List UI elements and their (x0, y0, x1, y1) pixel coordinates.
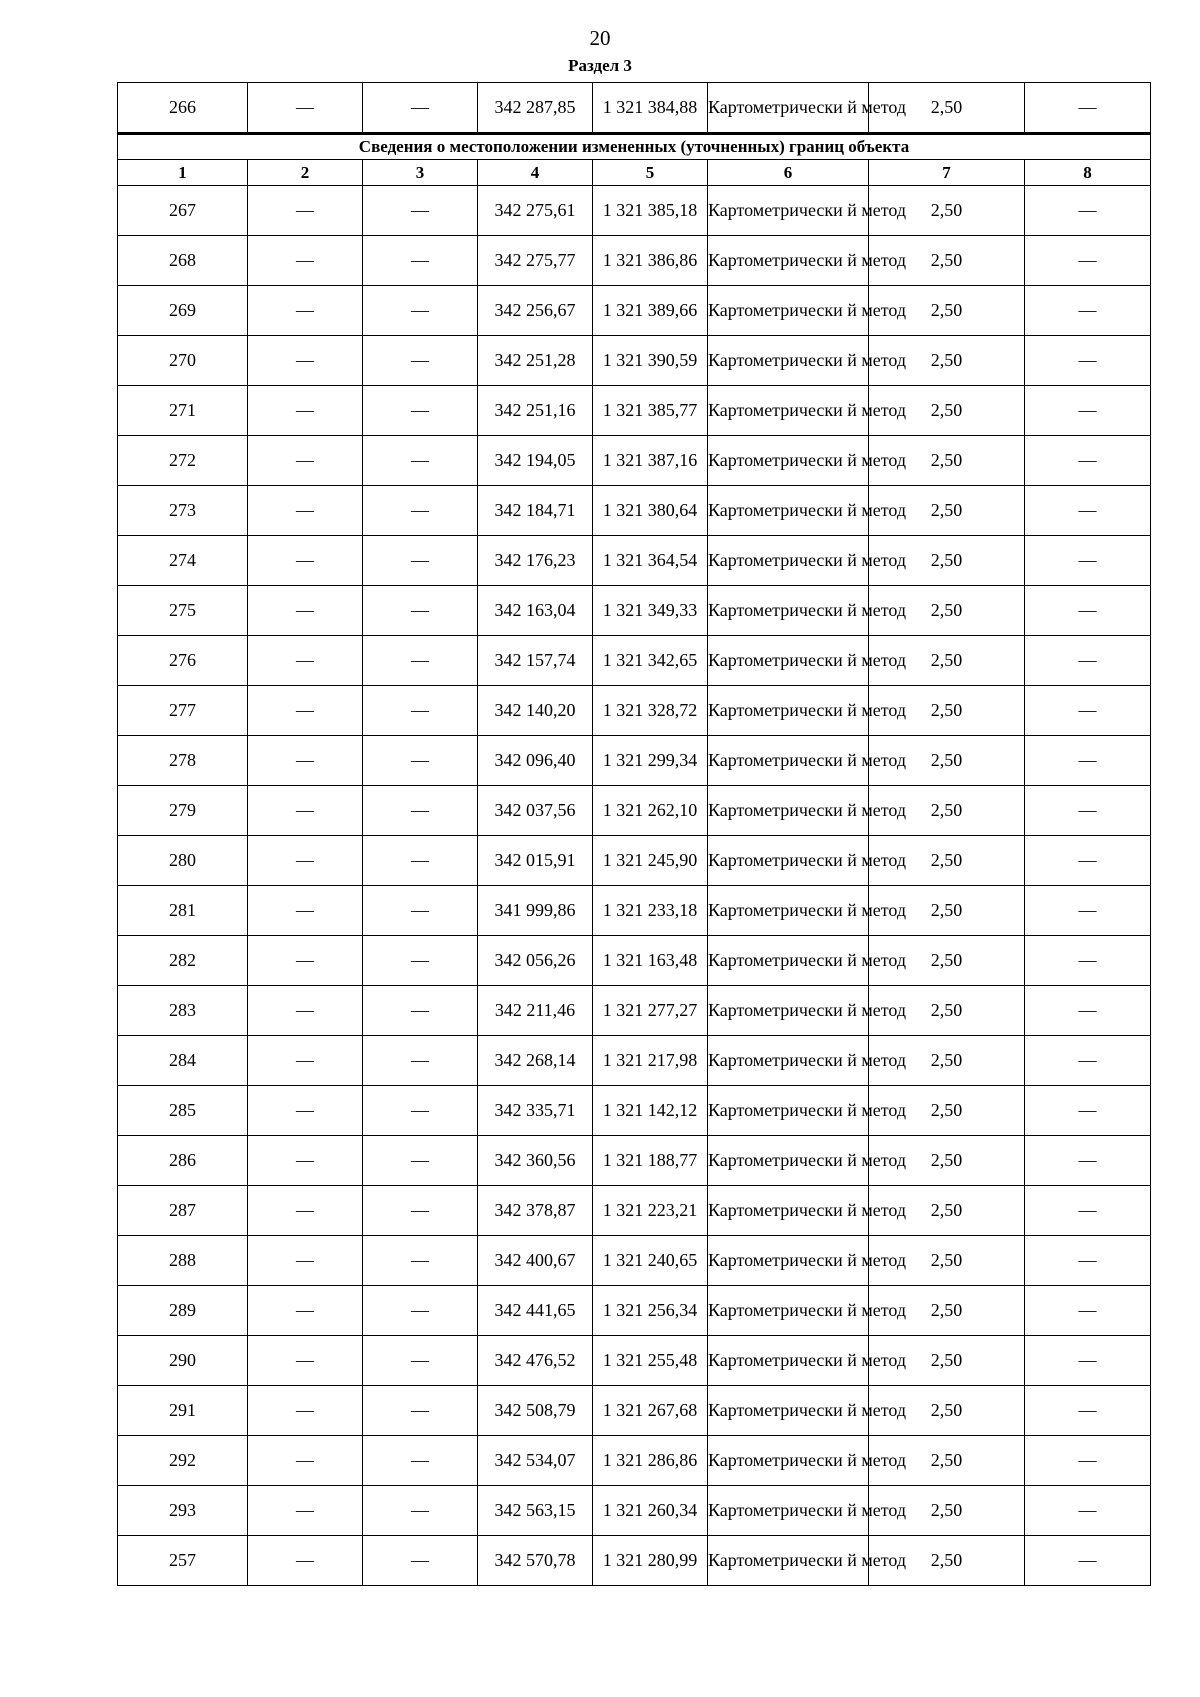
y-coordinate-cell: 1 321 163,48 (593, 936, 708, 986)
x-coordinate-cell: 342 157,74 (478, 636, 593, 686)
column-2-cell: — (248, 186, 363, 236)
accuracy-cell: 2,50 (869, 1086, 1025, 1136)
y-coordinate-cell: 1 321 223,21 (593, 1186, 708, 1236)
column-numbers-row (118, 160, 1151, 186)
column-2-cell: — (248, 536, 363, 586)
column-2-cell: — (248, 1236, 363, 1286)
method-cell: Картометрически й метод (708, 986, 869, 1036)
x-coordinate-cell: 342 056,26 (478, 936, 593, 986)
method-cell: Картометрически й метод (708, 386, 869, 436)
column-3-cell: — (363, 836, 478, 886)
method-cell: Картометрически й метод (708, 536, 869, 586)
accuracy-cell: 2,50 (869, 936, 1025, 986)
column-3-cell: — (363, 1536, 478, 1586)
x-coordinate-cell: 342 268,14 (478, 1036, 593, 1086)
table-row (118, 1486, 1151, 1536)
point-number-cell: 291 (118, 1386, 248, 1436)
method-cell: Картометрически й метод (708, 1236, 869, 1286)
y-coordinate-cell: 1 321 245,90 (593, 836, 708, 886)
x-coordinate-cell: 342 275,61 (478, 186, 593, 236)
x-coordinate-cell: 342 508,79 (478, 1386, 593, 1436)
method-cell: Картометрически й метод (708, 1186, 869, 1236)
method-cell: Картометрически й метод (708, 1386, 869, 1436)
accuracy-cell: 2,50 (869, 786, 1025, 836)
accuracy-cell: 2,50 (869, 336, 1025, 386)
method-cell: Картометрически й метод (708, 83, 869, 134)
y-coordinate-cell: 1 321 280,99 (593, 1536, 708, 1586)
column-2-cell: — (248, 1386, 363, 1436)
y-coordinate-cell: 1 321 286,86 (593, 1436, 708, 1486)
column-2-cell: — (248, 1036, 363, 1086)
column-3-cell: — (363, 786, 478, 836)
accuracy-cell: 2,50 (869, 1136, 1025, 1186)
table-row (118, 1436, 1151, 1486)
column-3-cell: — (363, 486, 478, 536)
table-heading: Сведения о местоположении измененных (уточненных) границ объекта (118, 134, 1151, 160)
method-cell: Картометрически й метод (708, 186, 869, 236)
table-row (118, 686, 1151, 736)
column-2-cell: — (248, 936, 363, 986)
x-coordinate-cell: 342 163,04 (478, 586, 593, 636)
x-coordinate-cell: 342 335,71 (478, 1086, 593, 1136)
column-2-cell: — (248, 1286, 363, 1336)
column-8-cell: — (1025, 1186, 1151, 1236)
y-coordinate-cell: 1 321 217,98 (593, 1036, 708, 1086)
method-cell: Картометрически й метод (708, 236, 869, 286)
point-number-cell: 273 (118, 486, 248, 536)
column-number: 6 (708, 160, 869, 186)
column-8-cell: — (1025, 1036, 1151, 1086)
y-coordinate-cell: 1 321 364,54 (593, 536, 708, 586)
table-row (118, 1036, 1151, 1086)
column-8-cell: — (1025, 486, 1151, 536)
column-number: 4 (478, 160, 593, 186)
method-cell: Картометрически й метод (708, 336, 869, 386)
column-3-cell: — (363, 1386, 478, 1436)
x-coordinate-cell: 342 378,87 (478, 1186, 593, 1236)
point-number-cell: 279 (118, 786, 248, 836)
point-number-cell: 281 (118, 886, 248, 936)
y-coordinate-cell: 1 321 349,33 (593, 586, 708, 636)
point-number-cell: 282 (118, 936, 248, 986)
table-row (118, 1336, 1151, 1386)
y-coordinate-cell: 1 321 386,86 (593, 236, 708, 286)
method-cell: Картометрически й метод (708, 286, 869, 336)
column-3-cell: — (363, 286, 478, 336)
point-number-cell: 277 (118, 686, 248, 736)
column-8-cell: — (1025, 186, 1151, 236)
column-2-cell: — (248, 486, 363, 536)
method-cell: Картометрически й метод (708, 886, 869, 936)
column-8-cell: — (1025, 1536, 1151, 1586)
table-row (118, 486, 1151, 536)
method-cell: Картометрически й метод (708, 1036, 869, 1086)
table-row (118, 186, 1151, 236)
y-coordinate-cell: 1 321 385,77 (593, 386, 708, 436)
table-row (118, 1386, 1151, 1436)
point-number-cell: 284 (118, 1036, 248, 1086)
y-coordinate-cell: 1 321 380,64 (593, 486, 708, 536)
column-2-cell: — (248, 1436, 363, 1486)
column-8-cell: — (1025, 536, 1151, 586)
column-2-cell: — (248, 1336, 363, 1386)
column-8-cell: — (1025, 1286, 1151, 1336)
method-cell: Картометрически й метод (708, 1486, 869, 1536)
x-coordinate-cell: 342 476,52 (478, 1336, 593, 1386)
y-coordinate-cell: 1 321 260,34 (593, 1486, 708, 1536)
column-2-cell: — (248, 886, 363, 936)
column-8-cell: — (1025, 1486, 1151, 1536)
column-3-cell: — (363, 1336, 478, 1386)
column-8-cell: — (1025, 1436, 1151, 1486)
table-row (118, 986, 1151, 1036)
point-number-cell: 288 (118, 1236, 248, 1286)
point-number-cell: 285 (118, 1086, 248, 1136)
method-cell: Картометрически й метод (708, 786, 869, 836)
column-2-cell: — (248, 736, 363, 786)
column-8-cell: — (1025, 1086, 1151, 1136)
accuracy-cell: 2,50 (869, 736, 1025, 786)
table-row (118, 936, 1151, 986)
column-3-cell: — (363, 736, 478, 786)
x-coordinate-cell: 342 441,65 (478, 1286, 593, 1336)
column-number: 5 (593, 160, 708, 186)
accuracy-cell: 2,50 (869, 1386, 1025, 1436)
point-number-cell: 293 (118, 1486, 248, 1536)
point-number-cell: 272 (118, 436, 248, 486)
point-number-cell: 280 (118, 836, 248, 886)
table-row (118, 436, 1151, 486)
table-row (118, 1086, 1151, 1136)
method-cell: Картометрически й метод (708, 1436, 869, 1486)
column-2-cell: — (248, 836, 363, 886)
method-cell: Картометрически й метод (708, 636, 869, 686)
y-coordinate-cell: 1 321 390,59 (593, 336, 708, 386)
column-2-cell: — (248, 436, 363, 486)
column-3-cell: — (363, 1286, 478, 1336)
y-coordinate-cell: 1 321 387,16 (593, 436, 708, 486)
accuracy-cell: 2,50 (869, 486, 1025, 536)
accuracy-cell: 2,50 (869, 836, 1025, 886)
column-2-cell: — (248, 83, 363, 134)
table-row (118, 1136, 1151, 1186)
table-row (118, 586, 1151, 636)
x-coordinate-cell: 342 194,05 (478, 436, 593, 486)
column-3-cell: — (363, 686, 478, 736)
y-coordinate-cell: 1 321 389,66 (593, 286, 708, 336)
column-3-cell: — (363, 386, 478, 436)
x-coordinate-cell: 342 140,20 (478, 686, 593, 736)
column-3-cell: — (363, 1136, 478, 1186)
column-8-cell: — (1025, 236, 1151, 286)
point-number-cell: 289 (118, 1286, 248, 1336)
table-row (118, 836, 1151, 886)
method-cell: Картометрически й метод (708, 1536, 869, 1586)
accuracy-cell: 2,50 (869, 636, 1025, 686)
column-8-cell: — (1025, 286, 1151, 336)
x-coordinate-cell: 342 251,16 (478, 386, 593, 436)
column-3-cell: — (363, 436, 478, 486)
accuracy-cell: 2,50 (869, 386, 1025, 436)
column-number: 3 (363, 160, 478, 186)
point-number-cell: 274 (118, 536, 248, 586)
column-2-cell: — (248, 236, 363, 286)
table-row (118, 1536, 1151, 1586)
point-number-cell: 257 (118, 1536, 248, 1586)
table-row (118, 386, 1151, 436)
point-number-cell: 266 (118, 83, 248, 134)
x-coordinate-cell: 342 176,23 (478, 536, 593, 586)
method-cell: Картометрически й метод (708, 486, 869, 536)
column-3-cell: — (363, 83, 478, 134)
column-3-cell: — (363, 886, 478, 936)
point-number-cell: 286 (118, 1136, 248, 1186)
column-2-cell: — (248, 586, 363, 636)
method-cell: Картометрически й метод (708, 1086, 869, 1136)
column-3-cell: — (363, 1486, 478, 1536)
column-2-cell: — (248, 1486, 363, 1536)
column-number: 2 (248, 160, 363, 186)
accuracy-cell: 2,50 (869, 1536, 1025, 1586)
column-3-cell: — (363, 936, 478, 986)
table-row (118, 886, 1151, 936)
table-row (118, 736, 1151, 786)
point-number-cell: 275 (118, 586, 248, 636)
accuracy-cell: 2,50 (869, 1486, 1025, 1536)
accuracy-cell: 2,50 (869, 886, 1025, 936)
column-2-cell: — (248, 1536, 363, 1586)
x-coordinate-cell: 342 211,46 (478, 986, 593, 1036)
column-3-cell: — (363, 1436, 478, 1486)
y-coordinate-cell: 1 321 299,34 (593, 736, 708, 786)
accuracy-cell: 2,50 (869, 83, 1025, 134)
column-3-cell: — (363, 1086, 478, 1136)
column-8-cell: — (1025, 736, 1151, 786)
x-coordinate-cell: 342 184,71 (478, 486, 593, 536)
table-row (118, 1186, 1151, 1236)
y-coordinate-cell: 1 321 256,34 (593, 1286, 708, 1336)
column-number: 7 (869, 160, 1025, 186)
table-row (118, 1286, 1151, 1336)
method-cell: Картометрически й метод (708, 736, 869, 786)
column-2-cell: — (248, 1136, 363, 1186)
method-cell: Картометрически й метод (708, 1136, 869, 1186)
x-coordinate-cell: 342 096,40 (478, 736, 593, 786)
accuracy-cell: 2,50 (869, 1186, 1025, 1236)
method-cell: Картометрически й метод (708, 936, 869, 986)
point-number-cell: 276 (118, 636, 248, 686)
column-2-cell: — (248, 786, 363, 836)
table-heading-row (118, 134, 1151, 160)
method-cell: Картометрически й метод (708, 436, 869, 486)
point-number-cell: 278 (118, 736, 248, 786)
table-row (118, 536, 1151, 586)
column-8-cell: — (1025, 436, 1151, 486)
accuracy-cell: 2,50 (869, 536, 1025, 586)
column-8-cell: — (1025, 386, 1151, 436)
column-2-cell: — (248, 636, 363, 686)
column-8-cell: — (1025, 1386, 1151, 1436)
column-8-cell: — (1025, 1136, 1151, 1186)
point-number-cell: 267 (118, 186, 248, 236)
table-row (118, 786, 1151, 836)
x-coordinate-cell: 342 534,07 (478, 1436, 593, 1486)
accuracy-cell: 2,50 (869, 1236, 1025, 1286)
table-row (118, 83, 1151, 134)
accuracy-cell: 2,50 (869, 586, 1025, 636)
column-3-cell: — (363, 536, 478, 586)
column-8-cell: — (1025, 936, 1151, 986)
accuracy-cell: 2,50 (869, 236, 1025, 286)
point-number-cell: 287 (118, 1186, 248, 1236)
accuracy-cell: 2,50 (869, 1436, 1025, 1486)
x-coordinate-cell: 342 400,67 (478, 1236, 593, 1286)
y-coordinate-cell: 1 321 255,48 (593, 1336, 708, 1386)
column-8-cell: — (1025, 686, 1151, 736)
column-8-cell: — (1025, 336, 1151, 386)
y-coordinate-cell: 1 321 142,12 (593, 1086, 708, 1136)
column-3-cell: — (363, 586, 478, 636)
accuracy-cell: 2,50 (869, 686, 1025, 736)
column-8-cell: — (1025, 836, 1151, 886)
page-number: 20 (589, 26, 611, 50)
column-2-cell: — (248, 1086, 363, 1136)
y-coordinate-cell: 1 321 233,18 (593, 886, 708, 936)
column-number: 8 (1025, 160, 1151, 186)
table-row (118, 1236, 1151, 1286)
column-2-cell: — (248, 286, 363, 336)
x-coordinate-cell: 342 563,15 (478, 1486, 593, 1536)
accuracy-cell: 2,50 (869, 1336, 1025, 1386)
column-2-cell: — (248, 986, 363, 1036)
accuracy-cell: 2,50 (869, 986, 1025, 1036)
column-2-cell: — (248, 686, 363, 736)
column-3-cell: — (363, 1036, 478, 1086)
method-cell: Картометрически й метод (708, 1286, 869, 1336)
x-coordinate-cell: 342 037,56 (478, 786, 593, 836)
column-8-cell: — (1025, 636, 1151, 686)
x-coordinate-cell: 341 999,86 (478, 886, 593, 936)
column-number: 1 (118, 160, 248, 186)
column-3-cell: — (363, 986, 478, 1036)
column-3-cell: — (363, 1186, 478, 1236)
column-2-cell: — (248, 1186, 363, 1236)
column-8-cell: — (1025, 1336, 1151, 1386)
x-coordinate-cell: 342 570,78 (478, 1536, 593, 1586)
column-2-cell: — (248, 386, 363, 436)
method-cell: Картометрически й метод (708, 586, 869, 636)
point-number-cell: 290 (118, 1336, 248, 1386)
y-coordinate-cell: 1 321 262,10 (593, 786, 708, 836)
y-coordinate-cell: 1 321 342,65 (593, 636, 708, 686)
accuracy-cell: 2,50 (869, 1036, 1025, 1086)
y-coordinate-cell: 1 321 385,18 (593, 186, 708, 236)
section-title: Раздел 3 (568, 56, 632, 75)
accuracy-cell: 2,50 (869, 186, 1025, 236)
y-coordinate-cell: 1 321 328,72 (593, 686, 708, 736)
column-3-cell: — (363, 236, 478, 286)
column-8-cell: — (1025, 83, 1151, 134)
point-number-cell: 268 (118, 236, 248, 286)
point-number-cell: 283 (118, 986, 248, 1036)
point-number-cell: 270 (118, 336, 248, 386)
table-row (118, 236, 1151, 286)
column-3-cell: — (363, 1236, 478, 1286)
accuracy-cell: 2,50 (869, 1286, 1025, 1336)
table-row (118, 636, 1151, 686)
column-8-cell: — (1025, 986, 1151, 1036)
column-3-cell: — (363, 186, 478, 236)
method-cell: Картометрически й метод (708, 686, 869, 736)
x-coordinate-cell: 342 275,77 (478, 236, 593, 286)
y-coordinate-cell: 1 321 267,68 (593, 1386, 708, 1436)
y-coordinate-cell: 1 321 384,88 (593, 83, 708, 134)
accuracy-cell: 2,50 (869, 436, 1025, 486)
column-3-cell: — (363, 636, 478, 686)
column-2-cell: — (248, 336, 363, 386)
method-cell: Картометрически й метод (708, 836, 869, 886)
accuracy-cell: 2,50 (869, 286, 1025, 336)
table-row (118, 286, 1151, 336)
x-coordinate-cell: 342 360,56 (478, 1136, 593, 1186)
x-coordinate-cell: 342 251,28 (478, 336, 593, 386)
point-number-cell: 292 (118, 1436, 248, 1486)
column-8-cell: — (1025, 1236, 1151, 1286)
x-coordinate-cell: 342 287,85 (478, 83, 593, 134)
y-coordinate-cell: 1 321 277,27 (593, 986, 708, 1036)
point-number-cell: 269 (118, 286, 248, 336)
point-number-cell: 271 (118, 386, 248, 436)
y-coordinate-cell: 1 321 188,77 (593, 1136, 708, 1186)
column-3-cell: — (363, 336, 478, 386)
coordinates-table (117, 82, 1151, 1586)
method-cell: Картометрически й метод (708, 1336, 869, 1386)
x-coordinate-cell: 342 256,67 (478, 286, 593, 336)
column-8-cell: — (1025, 586, 1151, 636)
column-8-cell: — (1025, 886, 1151, 936)
column-8-cell: — (1025, 786, 1151, 836)
y-coordinate-cell: 1 321 240,65 (593, 1236, 708, 1286)
x-coordinate-cell: 342 015,91 (478, 836, 593, 886)
table-row (118, 336, 1151, 386)
